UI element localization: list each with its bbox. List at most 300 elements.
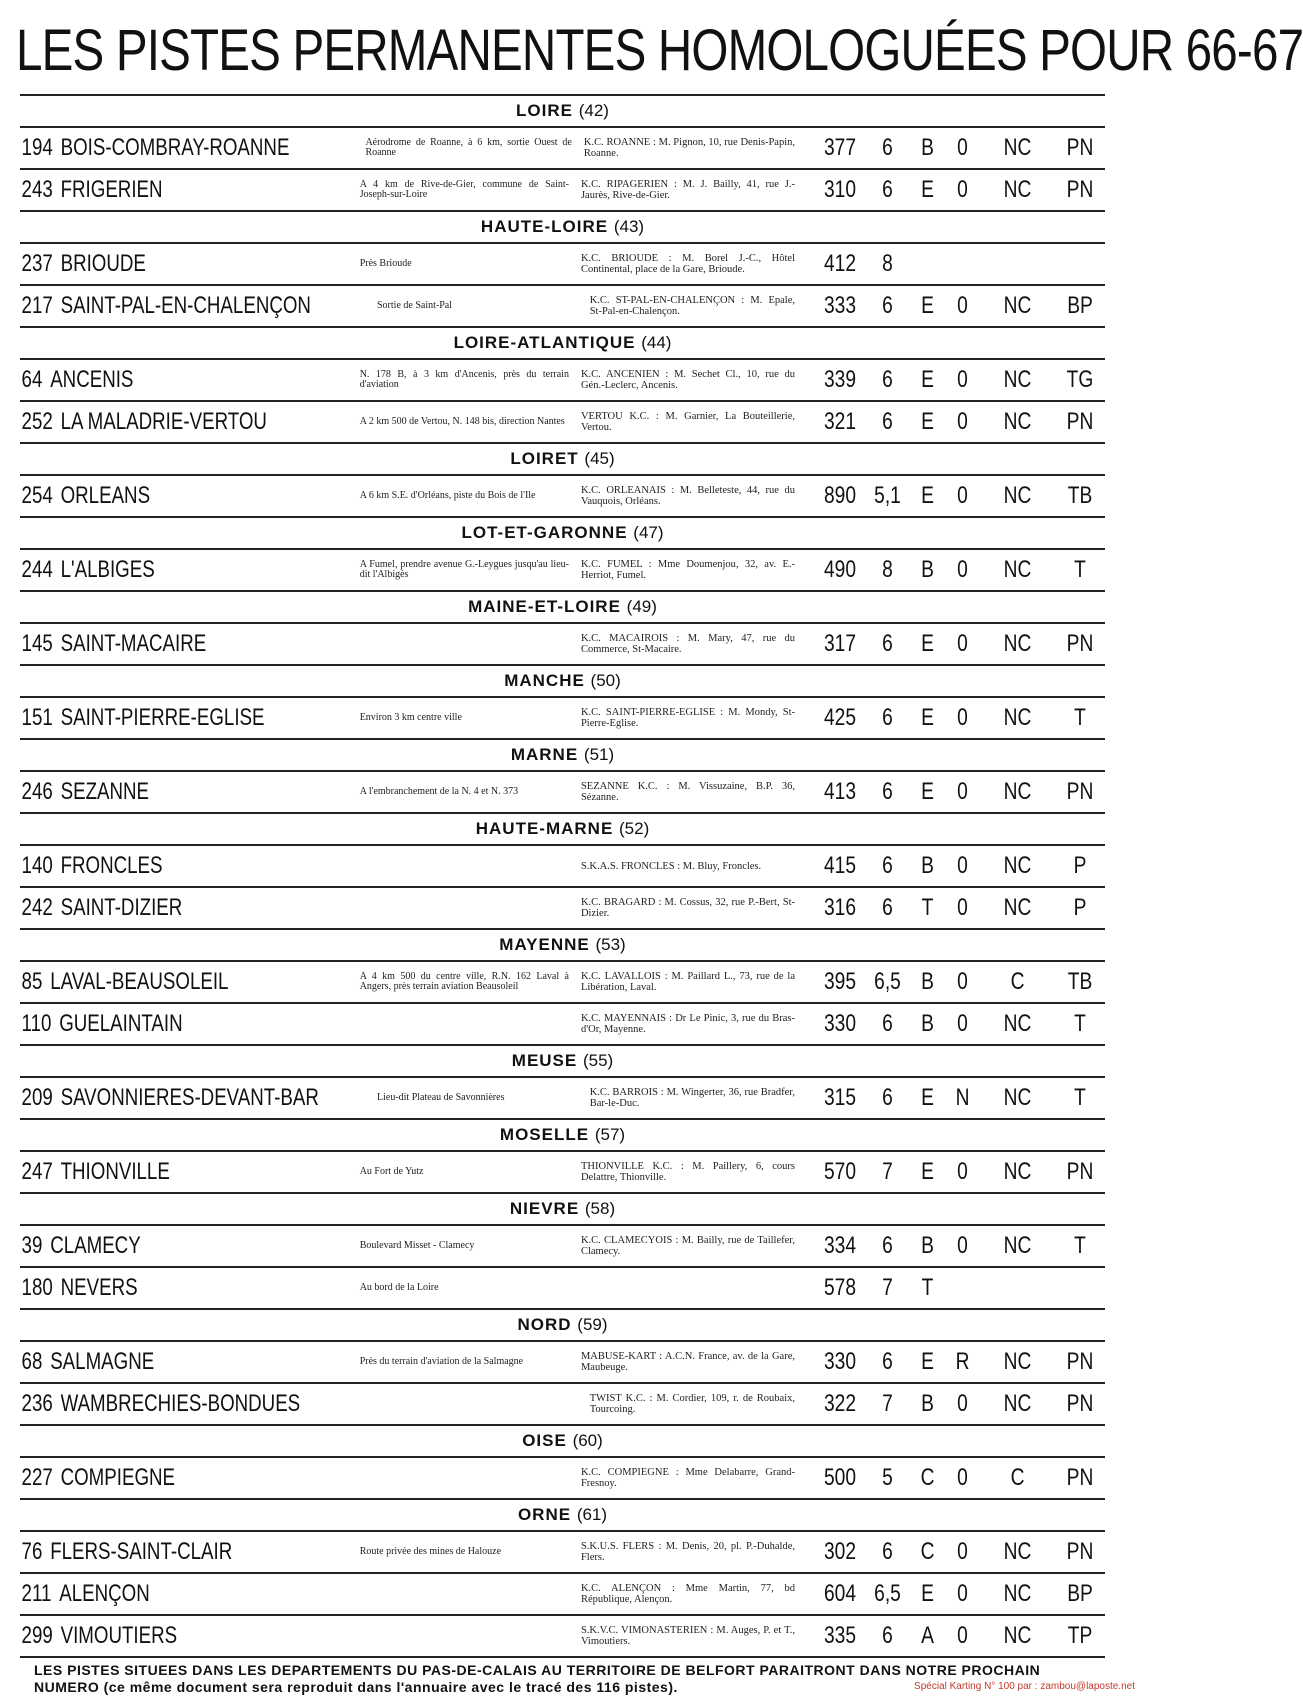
track-name [20,1010,285,1038]
track-width: 6 [882,778,893,805]
track-title: FLERS-SAINT-CLAIR [50,1538,233,1565]
track-number: 140 [21,852,53,879]
page-title: LES PISTES PERMANENTES HOMOLOGUÉES POUR 66-67 [16,18,1303,83]
track-values [815,1538,1105,1566]
track-name [20,556,285,584]
track-width: 7 [882,1274,893,1301]
track-surface: E [921,704,934,731]
track-name [20,292,311,320]
track-number: 211 [21,1580,52,1607]
track-width: 6 [882,1538,893,1565]
track-club: S.K.A.S. FRONCLES : M. Bluy, Froncles. [580,860,762,872]
track-location: Sortie de Saint-Pal [377,300,452,311]
track-title: L'ALBIGES [60,556,155,583]
track-surface: B [921,1010,934,1037]
track-values [815,1274,1105,1302]
track-title: GUELAINTAIN [59,1010,183,1037]
track-type: NC [1003,1580,1032,1607]
track-surface: E [921,176,934,203]
track-surface: E [921,366,934,393]
track-number: 217 [21,292,53,319]
track-type: NC [1003,1348,1032,1375]
department-header [20,210,1105,242]
track-club: K.C. COMPIEGNE : Mme Delabarre, Grand-Fresnoy. [580,1467,795,1489]
track-name [20,1348,285,1376]
track-length: 334 [823,1232,857,1259]
track-location: Au bord de la Loire [359,1282,439,1293]
track-name [20,1622,285,1650]
track-row [20,1076,1105,1118]
track-type: NC [1003,176,1032,203]
track-values [815,1084,1105,1112]
track-length: 333 [823,292,857,319]
department-name: OISE [522,1431,567,1450]
track-type: NC [1003,1538,1032,1565]
department-header [20,1192,1105,1224]
track-electric: 0 [957,1010,968,1037]
track-values [815,176,1105,204]
department-name: MOSELLE [499,1125,590,1144]
track-surface: B [921,968,934,995]
track-parking: PN [1066,1538,1094,1565]
department-name: MAINE-ET-LOIRE [468,597,621,616]
track-values [815,556,1105,584]
track-name [20,1274,285,1302]
track-name [20,1232,285,1260]
track-parking: PN [1066,1464,1094,1491]
track-surface: C [920,1538,935,1565]
track-location: A l'embranchement de la N. 4 et N. 373 [359,786,519,797]
track-width: 6,5 [874,968,901,995]
track-parking: T [1074,1010,1086,1037]
track-electric: 0 [957,176,968,203]
track-title: NEVERS [60,1274,138,1301]
track-parking: TP [1067,1622,1093,1649]
track-number: 151 [21,704,53,731]
track-title: SAINT-DIZIER [60,894,183,921]
track-parking: T [1074,556,1086,583]
track-row [20,844,1105,886]
track-values [815,292,1105,320]
track-values [815,1622,1105,1650]
track-row [20,1266,1105,1308]
track-row [20,960,1105,1002]
track-length: 425 [823,704,857,731]
track-type: NC [1003,408,1032,435]
track-title: SALMAGNE [50,1348,155,1375]
track-width: 8 [882,556,893,583]
track-number: 227 [21,1464,53,1491]
track-surface: T [921,1274,934,1301]
track-values [815,894,1105,922]
track-values [815,366,1105,394]
track-name [20,630,285,658]
track-values [815,1010,1105,1038]
department-code: (61) [576,1505,608,1524]
track-number: 252 [21,408,53,435]
track-length: 490 [823,556,857,583]
track-club: K.C. SAINT-PIERRE-EGLISE : M. Mondy, St-Pierre-Eglise. [580,707,795,729]
department-code: (59) [577,1315,608,1334]
track-row [20,126,1105,168]
track-width: 6 [882,408,893,435]
department-code: (50) [590,671,621,690]
department-header [20,1044,1105,1076]
track-parking: T [1074,1232,1086,1259]
track-surface: E [921,1158,934,1185]
track-name [20,1464,285,1492]
track-electric: 0 [957,482,968,509]
track-surface: B [921,1390,934,1417]
track-length: 578 [823,1274,857,1301]
department-name: MARNE [510,745,579,764]
track-width: 7 [882,1158,893,1185]
track-title: WAMBRECHIES-BONDUES [60,1390,301,1417]
track-club: K.C. ANCENIEN : M. Sechet Cl., 10, rue du Gén.-Leclerc, Ancenis. [580,369,795,391]
track-surface: E [921,778,934,805]
department-header [20,1118,1105,1150]
track-name [20,1084,319,1112]
track-values [815,134,1105,162]
department-header [20,1424,1105,1456]
track-club: K.C. FUMEL : Mme Doumenjou, 32, av. E.-Herriot, Fumel. [580,559,795,581]
track-club: SEZANNE K.C. : M. Vissuzaine, B.P. 36, Sézanne. [580,781,795,803]
track-electric: 0 [957,1580,968,1607]
department-name: MEUSE [511,1051,578,1070]
track-values [815,1348,1105,1376]
track-values [815,1390,1105,1418]
track-row [20,622,1105,664]
track-name [20,408,285,436]
department-name: NIEVRE [509,1199,580,1218]
track-location: N. 178 B, à 3 km d'Ancenis, près du terrain d'aviation [359,369,569,390]
track-type: NC [1003,1390,1032,1417]
track-row [20,284,1105,326]
track-values [815,1580,1105,1608]
track-club: S.K.V.C. VIMONASTERIEN : M. Auges, P. et T., Vimoutiers. [580,1625,795,1647]
track-width: 6 [882,1010,893,1037]
track-title: LAVAL-BEAUSOLEIL [50,968,229,995]
department-code: (43) [613,217,645,236]
track-title: COMPIEGNE [60,1464,176,1491]
track-width: 6 [882,852,893,879]
track-row [20,770,1105,812]
track-number: 299 [21,1622,53,1649]
track-parking: PN [1066,1390,1094,1417]
track-location: A 4 km 500 du centre ville, R.N. 162 Laval à Angers, près terrain aviation Beausoleil [359,971,569,992]
track-row [20,1530,1105,1572]
track-number: 85 [21,968,43,995]
track-club: TWIST K.C. : M. Cordier, 109, r. de Roubaix, Tourcoing. [589,1393,795,1415]
track-name [20,778,285,806]
track-type: NC [1003,1232,1032,1259]
track-width: 8 [882,250,893,277]
track-club: K.C. RIPAGERIEN : M. J. Bailly, 41, rue J.-Jaurès, Rive-de-Gier. [580,179,795,201]
track-location: Aérodrome de Roanne, à 6 km, sortie Ouest de Roanne [365,137,572,158]
track-location: Boulevard Misset - Clamecy [359,1240,475,1251]
track-type: NC [1003,1622,1032,1649]
track-electric: N [955,1084,970,1111]
track-type: C [1010,1464,1025,1491]
track-number: 64 [21,366,43,393]
track-length: 317 [823,630,857,657]
track-location: Environ 3 km centre ville [359,712,462,723]
track-club: THIONVILLE K.C. : M. Paillery, 6, cours Delattre, Thionville. [580,1161,795,1183]
track-surface: B [921,556,934,583]
track-length: 322 [823,1390,857,1417]
track-length: 310 [823,176,857,203]
track-parking: TB [1067,968,1093,995]
track-row [20,168,1105,210]
track-electric: 0 [957,968,968,995]
department-code: (60) [572,1431,603,1450]
department-name: LOIRE [516,101,573,120]
track-name [20,968,285,996]
track-row [20,1340,1105,1382]
track-values [815,968,1105,996]
track-club: K.C. ST-PAL-EN-CHALENÇON : M. Epale, St-Pal-en-Chalençon. [589,295,795,317]
track-type: NC [1003,556,1032,583]
department-code: (52) [619,819,650,838]
track-length: 315 [823,1084,857,1111]
track-type: C [1010,968,1025,995]
track-title: FRIGERIEN [60,176,163,203]
track-values [815,778,1105,806]
department-header [20,738,1105,770]
track-electric: 0 [957,292,968,319]
track-club: S.K.U.S. FLERS : M. Denis, 20, pl. P.-Duhalde, Flers. [580,1541,795,1563]
track-title: BRIOUDE [60,250,146,277]
department-header [20,812,1105,844]
track-row [20,886,1105,928]
track-title: SAINT-PAL-EN-CHALENÇON [60,292,311,319]
track-length: 330 [823,1010,857,1037]
track-title: FRONCLES [60,852,163,879]
track-name [20,250,285,278]
track-parking: P [1073,894,1087,921]
track-values [815,852,1105,880]
track-parking: TB [1067,482,1093,509]
track-name [20,482,285,510]
department-code: (45) [584,449,615,468]
track-type: NC [1003,778,1032,805]
track-parking: BP [1067,1580,1093,1607]
track-location: Lieu-dit Plateau de Savonnières [377,1092,505,1103]
department-header [20,928,1105,960]
track-title: ALENÇON [59,1580,150,1607]
track-row [20,548,1105,590]
track-length: 890 [823,482,857,509]
track-electric: 0 [957,1622,968,1649]
track-type: NC [1003,1010,1032,1037]
track-title: SAVONNIERES-DEVANT-BAR [60,1084,319,1111]
track-surface: B [921,852,934,879]
track-length: 415 [823,852,857,879]
track-parking: PN [1066,630,1094,657]
department-name: HAUTE-MARNE [475,819,614,838]
track-club: K.C. BRAGARD : M. Cossus, 32, rue P.-Bert, St-Dizier. [580,897,795,919]
track-title: LA MALADRIE-VERTOU [60,408,267,435]
track-type: NC [1003,852,1032,879]
track-values [815,408,1105,436]
track-parking: PN [1066,1348,1094,1375]
track-row [20,1150,1105,1192]
track-electric: 0 [957,556,968,583]
department-code: (57) [594,1125,626,1144]
track-electric: 0 [957,894,968,921]
track-type: NC [1003,366,1032,393]
department-header [20,326,1105,358]
track-title: SAINT-MACAIRE [60,630,207,657]
track-length: 412 [823,250,857,277]
track-number: 180 [21,1274,53,1301]
track-electric: 0 [957,408,968,435]
department-code: (55) [582,1051,614,1070]
track-electric: 0 [957,852,968,879]
track-width: 6 [882,704,893,731]
track-title: SEZANNE [60,778,150,805]
track-row [20,400,1105,442]
track-width: 6,5 [874,1580,901,1607]
track-row [20,696,1105,738]
track-number: 237 [21,250,53,277]
track-number: 209 [21,1084,53,1111]
track-parking: PN [1066,176,1094,203]
track-club: MABUSE-KART : A.C.N. France, av. de la Gare, Maubeuge. [580,1351,795,1373]
track-club: K.C. LAVALLOIS : M. Paillard L., 73, rue de la Libération, Laval. [580,971,795,993]
track-length: 413 [823,778,857,805]
department-name: LOIRE-ATLANTIQUE [453,333,636,352]
track-values [815,630,1105,658]
track-surface: E [921,630,934,657]
track-length: 395 [823,968,857,995]
track-type: NC [1003,1158,1032,1185]
track-number: 39 [21,1232,43,1259]
department-header [20,442,1105,474]
track-values [815,1158,1105,1186]
department-header [20,664,1105,696]
track-title: ORLEANS [60,482,151,509]
department-header [20,1308,1105,1340]
track-name [20,366,285,394]
track-row [20,1002,1105,1044]
track-length: 604 [823,1580,857,1607]
track-number: 68 [21,1348,43,1375]
track-electric: 0 [957,1464,968,1491]
track-length: 330 [823,1348,857,1375]
track-parking: PN [1066,408,1094,435]
track-location: Près Brioude [359,258,412,269]
track-club: K.C. CLAMECYOIS : M. Bailly, rue de Taillefer, Clamecy. [580,1235,795,1257]
track-number: 247 [21,1158,53,1185]
track-title: SAINT-PIERRE-EGLISE [60,704,265,731]
track-type: NC [1003,630,1032,657]
track-location: Au Fort de Yutz [359,1166,424,1177]
track-length: 339 [823,366,857,393]
track-surface: A [921,1622,934,1649]
track-location: Près du terrain d'aviation de la Salmagne [359,1356,524,1367]
department-name: NORD [517,1315,572,1334]
track-electric: R [955,1348,970,1375]
track-parking: PN [1066,1158,1094,1185]
track-number: 76 [21,1538,43,1565]
credit-line: Spécial Karting N° 100 par : zambou@laposte.net [914,1681,1135,1692]
track-name [20,134,289,162]
track-club: K.C. MAYENNAIS : Dr Le Pinic, 3, rue du Bras-d'Or, Mayenne. [580,1013,795,1035]
track-club: K.C. ORLEANAIS : M. Belleteste, 44, rue du Vauquois, Orléans. [580,485,795,507]
department-code: (58) [584,1199,616,1218]
track-title: CLAMECY [50,1232,141,1259]
track-values [815,1232,1105,1260]
track-length: 302 [823,1538,857,1565]
department-header [20,516,1105,548]
track-row [20,1572,1105,1614]
track-type: NC [1003,1084,1032,1111]
track-parking: TG [1066,366,1094,393]
track-values [815,1464,1105,1492]
department-code: (53) [595,935,626,954]
track-width: 5 [882,1464,893,1491]
department-header [20,94,1105,126]
track-number: 110 [21,1010,52,1037]
track-electric: 0 [957,366,968,393]
track-length: 321 [823,408,857,435]
track-width: 6 [882,1348,893,1375]
department-name: MAYENNE [499,935,590,954]
department-name: HAUTE-LOIRE [480,217,609,236]
track-width: 6 [882,894,893,921]
track-type: NC [1003,134,1032,161]
track-surface: E [921,1580,934,1607]
track-surface: E [921,1084,934,1111]
track-location: Route privée des mines de Halouze [359,1546,502,1557]
track-electric: 0 [957,704,968,731]
track-width: 6 [882,630,893,657]
track-electric: 0 [957,134,968,161]
department-name: ORNE [517,1505,572,1524]
track-parking: T [1074,1084,1086,1111]
track-club: K.C. ROANNE : M. Pignon, 10, rue Denis-Papin, Roanne. [583,137,795,159]
department-header [20,1498,1105,1530]
track-values [815,482,1105,510]
track-electric: 0 [957,1390,968,1417]
track-list [20,94,1105,1696]
track-row [20,1224,1105,1266]
department-code: (47) [633,523,664,542]
track-name [20,894,285,922]
track-parking: T [1074,704,1086,731]
track-width: 6 [882,176,893,203]
track-parking: PN [1066,134,1094,161]
track-number: 236 [21,1390,53,1417]
track-title: THIONVILLE [60,1158,170,1185]
track-row [20,358,1105,400]
track-type: NC [1003,894,1032,921]
department-name: LOIRET [510,449,579,468]
track-club: K.C. ALENÇON : Mme Martin, 77, bd République, Alençon. [580,1583,795,1605]
department-code: (49) [626,597,657,616]
track-surface: B [921,134,934,161]
track-surface: C [920,1464,935,1491]
department-name: LOT-ET-GARONNE [461,523,628,542]
track-width: 6 [882,1622,893,1649]
track-electric: 0 [957,630,968,657]
track-surface: E [921,1348,934,1375]
track-type: NC [1003,292,1032,319]
track-length: 316 [823,894,857,921]
track-parking: BP [1067,292,1093,319]
department-name: MANCHE [504,671,585,690]
